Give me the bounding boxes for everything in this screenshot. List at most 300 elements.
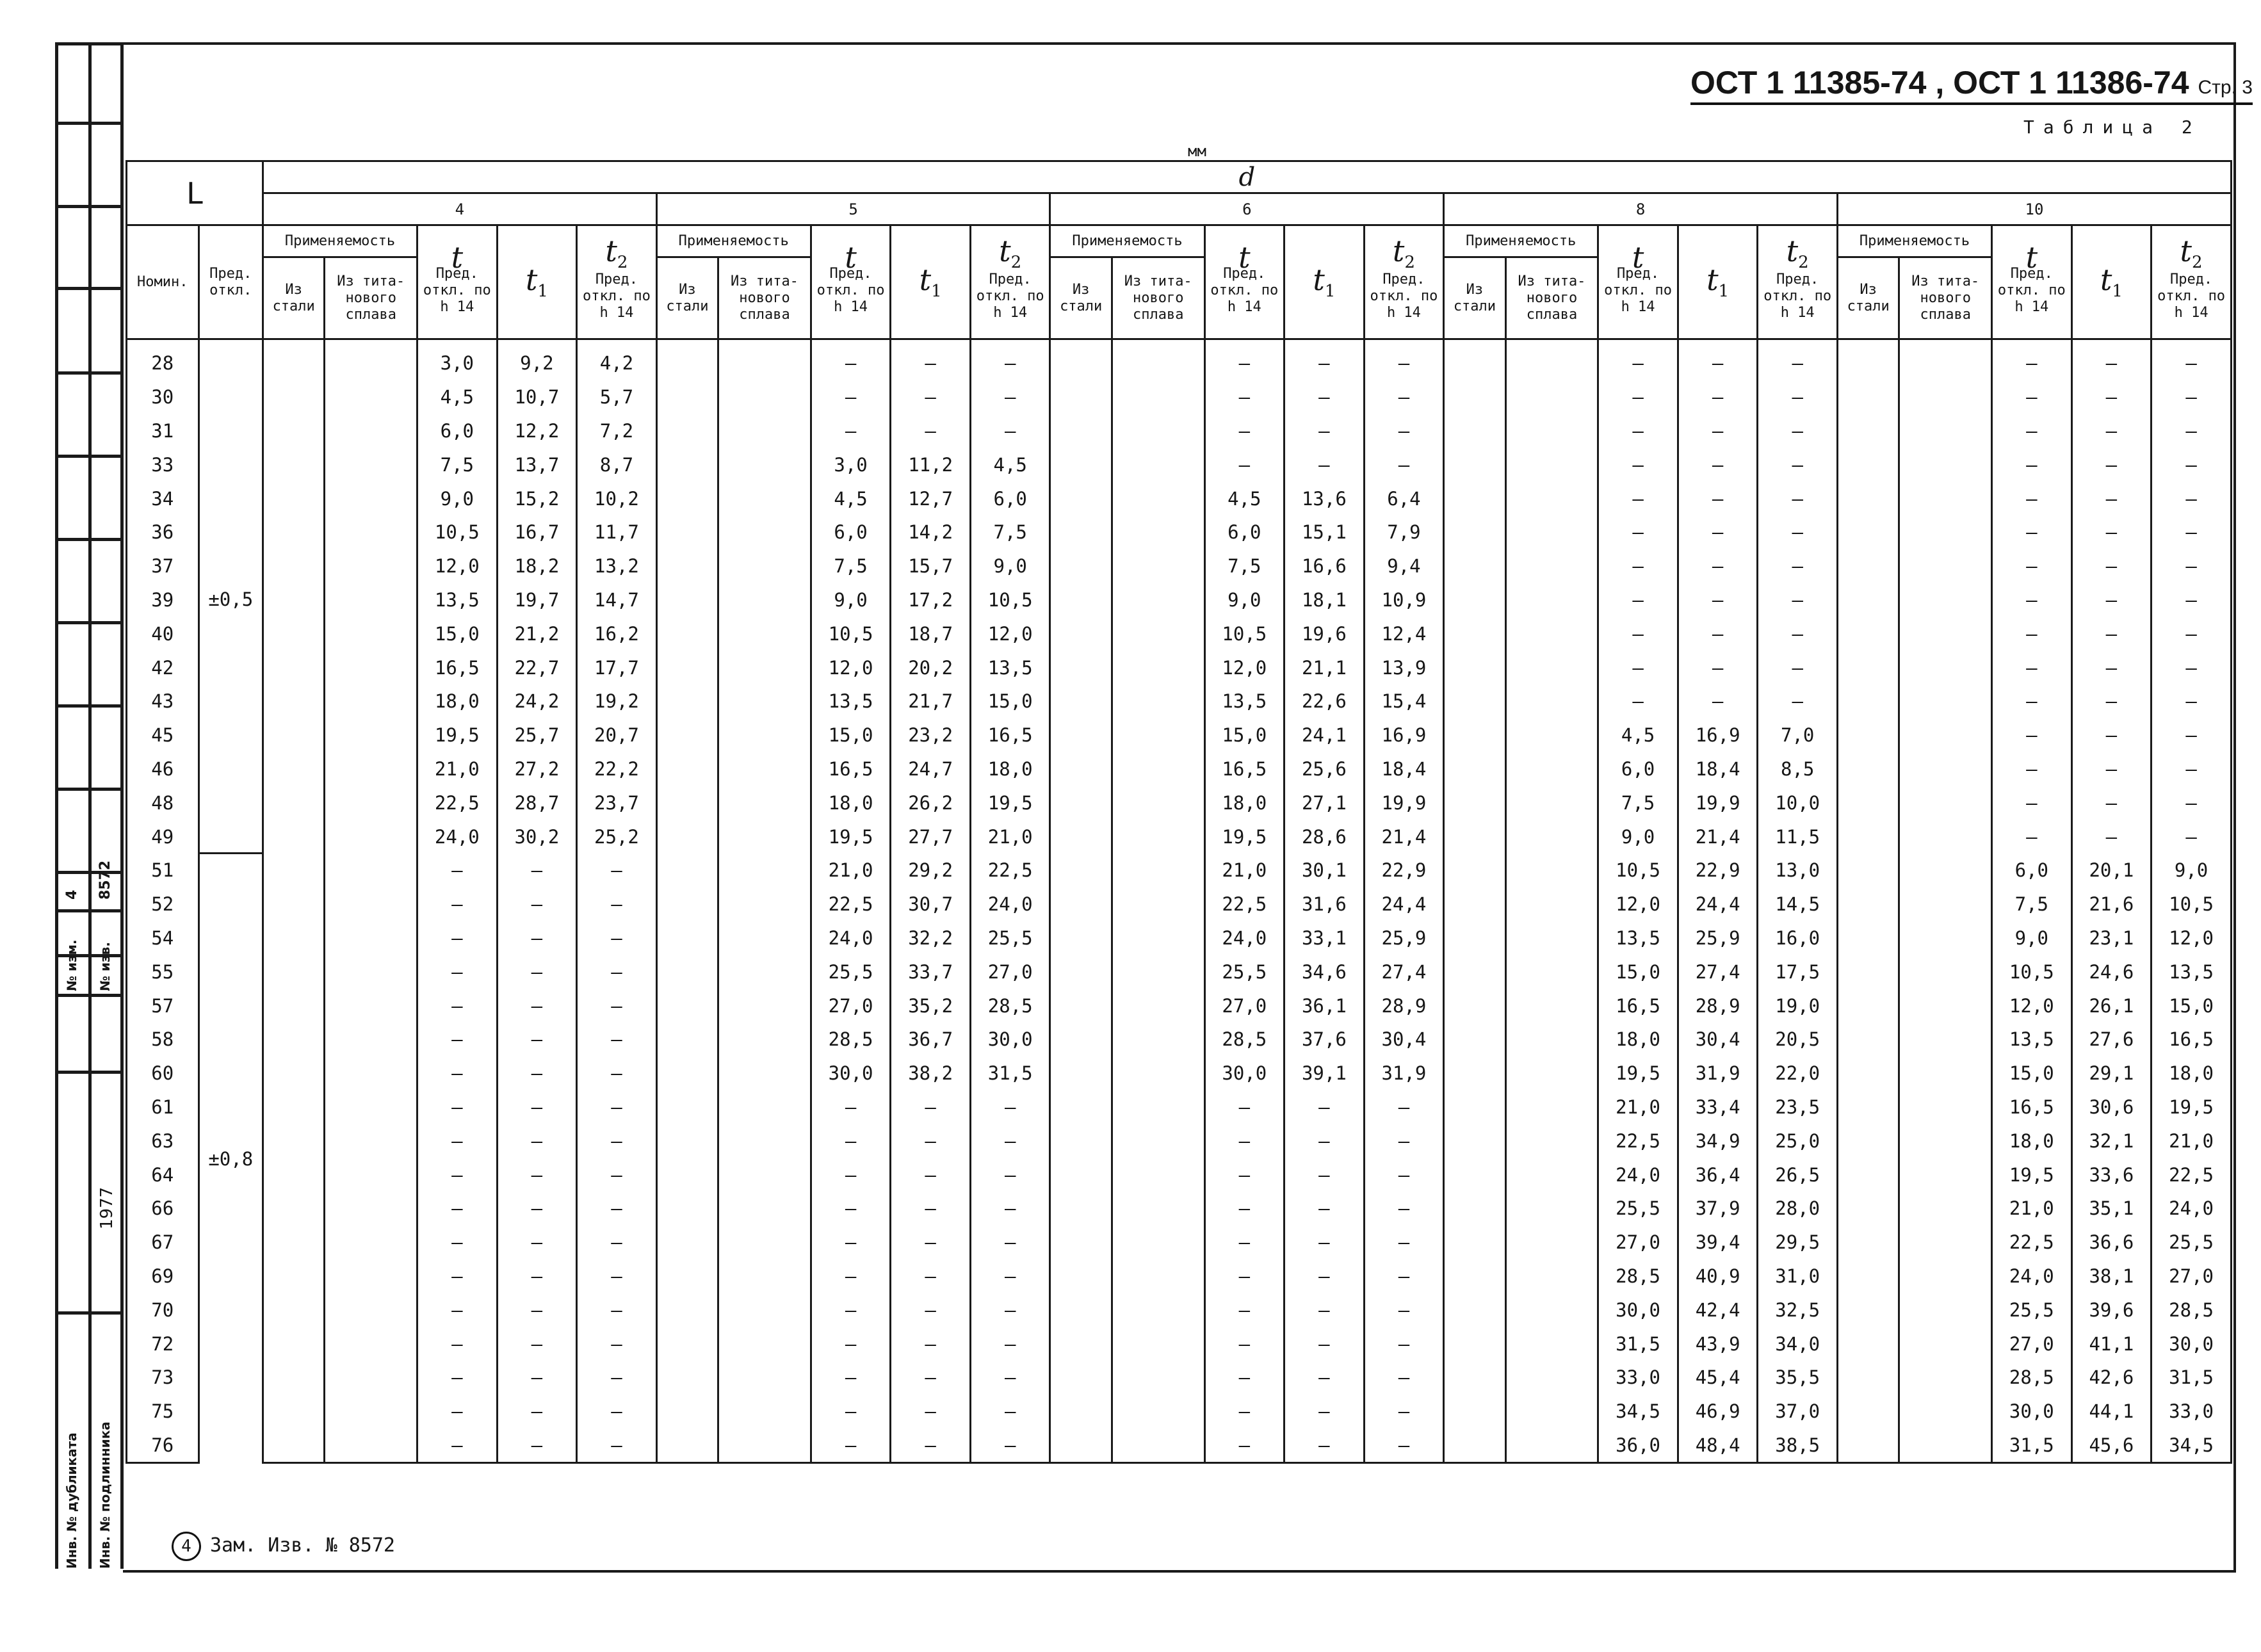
cell-t2: – bbox=[2152, 752, 2232, 786]
cell-titanium bbox=[325, 651, 417, 684]
cell-t: 30,0 bbox=[1204, 1057, 1284, 1090]
cell-t: 25,5 bbox=[1204, 955, 1284, 989]
cell-steel bbox=[656, 1124, 718, 1158]
cell-t1: 48,4 bbox=[1678, 1429, 1758, 1463]
cell-t: 6,0 bbox=[1204, 515, 1284, 549]
cell-length: 28 bbox=[127, 339, 199, 380]
cell-titanium bbox=[718, 887, 811, 921]
cell-t2: – bbox=[970, 1361, 1050, 1395]
cell-steel bbox=[1837, 1395, 1899, 1429]
cell-titanium bbox=[325, 1226, 417, 1259]
cell-t2: – bbox=[2152, 380, 2232, 414]
cell-t: – bbox=[417, 1158, 498, 1192]
cell-t2: 22,9 bbox=[1364, 854, 1444, 887]
cell-t2: 26,5 bbox=[1758, 1158, 1838, 1192]
table-row bbox=[127, 1327, 2232, 1361]
cell-titanium bbox=[718, 718, 811, 752]
col-t-symbol: t bbox=[451, 239, 464, 275]
col-iz-stali: Из стали bbox=[1050, 257, 1112, 339]
cell-t1: – bbox=[2071, 651, 2152, 684]
cell-steel bbox=[1837, 549, 1899, 583]
cell-t: – bbox=[417, 1395, 498, 1429]
cell-t2: – bbox=[577, 1192, 657, 1226]
cell-t1: – bbox=[1284, 448, 1365, 482]
cell-t1: 27,1 bbox=[1284, 786, 1365, 820]
cell-t2: 19,2 bbox=[577, 684, 657, 718]
table-row bbox=[127, 1090, 2232, 1124]
cell-t1: – bbox=[497, 921, 577, 955]
cell-steel bbox=[1050, 482, 1112, 515]
cell-titanium bbox=[1899, 414, 1992, 448]
cell-t1: 42,6 bbox=[2071, 1361, 2152, 1395]
cell-steel bbox=[263, 617, 324, 651]
cell-t2: 25,5 bbox=[970, 921, 1050, 955]
cell-steel bbox=[656, 1327, 718, 1361]
cell-steel bbox=[263, 1327, 324, 1361]
table-row bbox=[127, 1192, 2232, 1226]
cell-steel bbox=[656, 1429, 718, 1463]
cell-t: – bbox=[1598, 515, 1678, 549]
cell-steel bbox=[656, 752, 718, 786]
cell-titanium bbox=[1112, 482, 1204, 515]
col-iz-titana: Из тита- нового сплава bbox=[1112, 257, 1204, 339]
cell-steel bbox=[656, 515, 718, 549]
cell-t: – bbox=[1992, 549, 2072, 583]
cell-t1: 20,2 bbox=[891, 651, 971, 684]
cell-steel bbox=[1050, 1090, 1112, 1124]
cell-steel bbox=[1050, 854, 1112, 887]
cell-titanium bbox=[1112, 515, 1204, 549]
cell-t: 28,5 bbox=[1204, 1023, 1284, 1057]
cell-t1: 43,9 bbox=[1678, 1327, 1758, 1361]
cell-t2: – bbox=[970, 380, 1050, 414]
cell-t1: 23,1 bbox=[2071, 921, 2152, 955]
cell-t2: – bbox=[1758, 380, 1838, 414]
cell-steel bbox=[1050, 549, 1112, 583]
cell-steel bbox=[1444, 549, 1505, 583]
cell-titanium bbox=[325, 549, 417, 583]
cell-titanium bbox=[1899, 921, 1992, 955]
table-row bbox=[127, 820, 2232, 854]
cell-t2: 10,2 bbox=[577, 482, 657, 515]
cell-t1: – bbox=[497, 1395, 577, 1429]
cell-t: 15,0 bbox=[1992, 1057, 2072, 1090]
cell-t: 30,0 bbox=[1992, 1395, 2072, 1429]
cell-titanium bbox=[325, 583, 417, 617]
cell-t2: – bbox=[577, 1293, 657, 1327]
cell-t: 21,0 bbox=[1992, 1192, 2072, 1226]
cell-t: – bbox=[1992, 752, 2072, 786]
cell-t1: 16,7 bbox=[497, 515, 577, 549]
cell-t: – bbox=[417, 955, 498, 989]
cell-steel bbox=[1444, 752, 1505, 786]
cell-titanium bbox=[1899, 515, 1992, 549]
cell-steel bbox=[656, 583, 718, 617]
cell-t: – bbox=[417, 1361, 498, 1395]
col-t1-symbol: t bbox=[525, 263, 538, 298]
cell-t1: 32,2 bbox=[891, 921, 971, 955]
cell-steel bbox=[1837, 1192, 1899, 1226]
cell-t2: 6,4 bbox=[1364, 482, 1444, 515]
cell-titanium bbox=[718, 684, 811, 718]
cell-t: 30,0 bbox=[1598, 1293, 1678, 1327]
cell-t2: 25,0 bbox=[1758, 1124, 1838, 1158]
cell-t1: – bbox=[891, 1429, 971, 1463]
cell-titanium bbox=[1899, 651, 1992, 684]
cell-t2: – bbox=[1364, 1293, 1444, 1327]
cell-titanium bbox=[1899, 955, 1992, 989]
cell-t: 33,0 bbox=[1598, 1361, 1678, 1395]
col-t2-tolerance: Пред. откл. по h 14 bbox=[2157, 271, 2226, 321]
cell-t2: 15,0 bbox=[2152, 989, 2232, 1023]
cell-t1: – bbox=[891, 1090, 971, 1124]
cell-t: – bbox=[1992, 339, 2072, 380]
cell-titanium bbox=[718, 955, 811, 989]
cell-t1: 19,6 bbox=[1284, 617, 1365, 651]
cell-titanium bbox=[1505, 651, 1598, 684]
cell-t2: – bbox=[1758, 549, 1838, 583]
table-row bbox=[127, 583, 2232, 617]
cell-titanium bbox=[325, 1158, 417, 1192]
cell-t2: 10,5 bbox=[970, 583, 1050, 617]
cell-titanium bbox=[1112, 1395, 1204, 1429]
cell-t1: 30,1 bbox=[1284, 854, 1365, 887]
cell-steel bbox=[1050, 820, 1112, 854]
cell-t: – bbox=[1204, 380, 1284, 414]
cell-t: – bbox=[1204, 1192, 1284, 1226]
cell-t: 9,0 bbox=[1992, 921, 2072, 955]
cell-steel bbox=[263, 1090, 324, 1124]
cell-titanium bbox=[1112, 651, 1204, 684]
cell-t: – bbox=[811, 414, 891, 448]
cell-titanium bbox=[718, 752, 811, 786]
col-nomin: Номин. bbox=[127, 225, 199, 339]
stamp-line bbox=[55, 205, 123, 208]
cell-t1: 32,1 bbox=[2071, 1124, 2152, 1158]
table-row bbox=[127, 482, 2232, 515]
cell-t1: – bbox=[497, 1158, 577, 1192]
cell-length: 45 bbox=[127, 718, 199, 752]
cell-t: 4,5 bbox=[811, 482, 891, 515]
cell-titanium bbox=[325, 820, 417, 854]
cell-steel bbox=[1050, 955, 1112, 989]
stamp-label-notice: № изв. bbox=[97, 942, 113, 991]
cell-t1: 22,6 bbox=[1284, 684, 1365, 718]
cell-steel bbox=[656, 414, 718, 448]
cell-t: – bbox=[417, 1293, 498, 1327]
cell-t: 4,5 bbox=[1598, 718, 1678, 752]
cell-t2: – bbox=[577, 1090, 657, 1124]
cell-t2: 30,0 bbox=[2152, 1327, 2232, 1361]
cell-t2: – bbox=[577, 1259, 657, 1293]
table-row bbox=[127, 339, 2232, 380]
cell-t: – bbox=[1992, 515, 2072, 549]
cell-steel bbox=[1050, 448, 1112, 482]
cell-t2: 28,9 bbox=[1364, 989, 1444, 1023]
cell-titanium bbox=[1505, 1057, 1598, 1090]
cell-t1: 30,2 bbox=[497, 820, 577, 854]
cell-t1: 25,6 bbox=[1284, 752, 1365, 786]
cell-t2: – bbox=[970, 1429, 1050, 1463]
cell-t: 3,0 bbox=[417, 339, 498, 380]
cell-t: 30,0 bbox=[811, 1057, 891, 1090]
cell-t1: 34,9 bbox=[1678, 1124, 1758, 1158]
cell-t: 34,5 bbox=[1598, 1395, 1678, 1429]
cell-t1: 18,7 bbox=[891, 617, 971, 651]
cell-steel bbox=[263, 448, 324, 482]
cell-titanium bbox=[1112, 1192, 1204, 1226]
cell-t2: 10,0 bbox=[1758, 786, 1838, 820]
cell-titanium bbox=[1899, 752, 1992, 786]
cell-steel bbox=[656, 651, 718, 684]
cell-steel bbox=[1444, 448, 1505, 482]
cell-t2: – bbox=[1758, 684, 1838, 718]
cell-steel bbox=[1050, 752, 1112, 786]
col-t-tolerance: Пред. откл. по h 14 bbox=[1997, 265, 2066, 315]
table-row bbox=[127, 1429, 2232, 1463]
cell-steel bbox=[1444, 887, 1505, 921]
cell-steel bbox=[1837, 617, 1899, 651]
cell-steel bbox=[263, 887, 324, 921]
cell-titanium bbox=[1899, 339, 1992, 380]
table-label: Таблица 2 bbox=[2023, 117, 2201, 138]
cell-t1: 28,6 bbox=[1284, 820, 1365, 854]
cell-t: 19,5 bbox=[811, 820, 891, 854]
table-row bbox=[127, 1057, 2232, 1090]
cell-t: 24,0 bbox=[1598, 1158, 1678, 1192]
cell-t1: 16,9 bbox=[1678, 718, 1758, 752]
cell-t1: 21,4 bbox=[1678, 820, 1758, 854]
cell-t1: – bbox=[497, 1226, 577, 1259]
cell-t1: – bbox=[1284, 1124, 1365, 1158]
cell-titanium bbox=[718, 1327, 811, 1361]
cell-t1: 21,7 bbox=[891, 684, 971, 718]
cell-t2: 9,4 bbox=[1364, 549, 1444, 583]
d-value-4: 4 bbox=[263, 193, 656, 225]
cell-t2: 11,5 bbox=[1758, 820, 1838, 854]
cell-t1: – bbox=[1678, 651, 1758, 684]
cell-t1: – bbox=[2071, 448, 2152, 482]
cell-t: 19,5 bbox=[1598, 1057, 1678, 1090]
cell-t2: – bbox=[970, 1226, 1050, 1259]
cell-t: 13,5 bbox=[1992, 1023, 2072, 1057]
cell-t: – bbox=[811, 1226, 891, 1259]
cell-t: – bbox=[1992, 583, 2072, 617]
cell-steel bbox=[1444, 1361, 1505, 1395]
cell-steel bbox=[263, 651, 324, 684]
cell-t2: – bbox=[970, 1395, 1050, 1429]
cell-titanium bbox=[718, 1090, 811, 1124]
col-t1-sub: 1 bbox=[1718, 282, 1730, 302]
cell-steel bbox=[263, 752, 324, 786]
col-t1-sub: 1 bbox=[2112, 282, 2123, 302]
cell-titanium bbox=[1112, 684, 1204, 718]
cell-t2: 31,5 bbox=[2152, 1361, 2232, 1395]
cell-t: 10,5 bbox=[1204, 617, 1284, 651]
cell-t1: 38,1 bbox=[2071, 1259, 2152, 1293]
cell-steel bbox=[263, 1361, 324, 1395]
cell-t1: 22,7 bbox=[497, 651, 577, 684]
cell-t: 6,0 bbox=[1992, 854, 2072, 887]
cell-titanium bbox=[1505, 339, 1598, 380]
cell-titanium bbox=[1899, 1293, 1992, 1327]
stamp-line bbox=[55, 122, 123, 125]
cell-steel bbox=[263, 583, 324, 617]
col-t2-tolerance: Пред. откл. по h 14 bbox=[976, 271, 1044, 321]
cell-t2: – bbox=[2152, 549, 2232, 583]
cell-steel bbox=[1837, 651, 1899, 684]
cell-titanium bbox=[325, 1293, 417, 1327]
cell-t: 10,5 bbox=[1598, 854, 1678, 887]
cell-t2: – bbox=[577, 955, 657, 989]
cell-steel bbox=[656, 1057, 718, 1090]
cell-t: 24,0 bbox=[1992, 1259, 2072, 1293]
cell-steel bbox=[263, 380, 324, 414]
cell-steel bbox=[1444, 414, 1505, 448]
cell-t1: 33,6 bbox=[2071, 1158, 2152, 1192]
cell-length: 39 bbox=[127, 583, 199, 617]
cell-t2: – bbox=[1758, 617, 1838, 651]
cell-titanium bbox=[718, 1057, 811, 1090]
cell-titanium bbox=[718, 339, 811, 380]
cell-titanium bbox=[1112, 718, 1204, 752]
cell-t1: – bbox=[891, 1158, 971, 1192]
cell-titanium bbox=[1899, 786, 1992, 820]
page-number: Стр. 3 bbox=[2198, 77, 2253, 98]
cell-t: 10,5 bbox=[1992, 955, 2072, 989]
cell-t2: 17,7 bbox=[577, 651, 657, 684]
cell-t: – bbox=[1992, 414, 2072, 448]
cell-steel bbox=[1837, 414, 1899, 448]
cell-t2: 17,5 bbox=[1758, 955, 1838, 989]
cell-titanium bbox=[1505, 448, 1598, 482]
stamp-label-dup: Инв. № дубликата bbox=[64, 1432, 79, 1569]
cell-t2: 19,5 bbox=[970, 786, 1050, 820]
cell-t: – bbox=[1992, 380, 2072, 414]
cell-t1: – bbox=[497, 1023, 577, 1057]
cell-t1: – bbox=[497, 1429, 577, 1463]
cell-steel bbox=[1050, 718, 1112, 752]
cell-t2: 15,4 bbox=[1364, 684, 1444, 718]
d-value-6: 6 bbox=[1050, 193, 1444, 225]
cell-titanium bbox=[718, 549, 811, 583]
cell-t: 10,5 bbox=[417, 515, 498, 549]
cell-t1: – bbox=[2071, 786, 2152, 820]
cell-titanium bbox=[1505, 1429, 1598, 1463]
cell-t1: – bbox=[1284, 1259, 1365, 1293]
cell-t: – bbox=[1204, 414, 1284, 448]
cell-titanium bbox=[1899, 718, 1992, 752]
cell-t2: 18,0 bbox=[970, 752, 1050, 786]
cell-t: – bbox=[1204, 448, 1284, 482]
cell-titanium bbox=[718, 1259, 811, 1293]
cell-steel bbox=[1837, 921, 1899, 955]
cell-steel bbox=[1837, 482, 1899, 515]
cell-titanium bbox=[718, 1293, 811, 1327]
cell-t2: 30,4 bbox=[1364, 1023, 1444, 1057]
cell-t2: 28,0 bbox=[1758, 1192, 1838, 1226]
cell-steel bbox=[1444, 515, 1505, 549]
cell-titanium bbox=[325, 1124, 417, 1158]
cell-t: – bbox=[811, 339, 891, 380]
cell-titanium bbox=[718, 482, 811, 515]
cell-titanium bbox=[718, 515, 811, 549]
cell-t2: 34,5 bbox=[2152, 1429, 2232, 1463]
cell-t1: – bbox=[1284, 1158, 1365, 1192]
cell-t: – bbox=[811, 1090, 891, 1124]
table-row bbox=[127, 651, 2232, 684]
cell-steel bbox=[1050, 1124, 1112, 1158]
cell-t1: – bbox=[497, 989, 577, 1023]
cell-t1: – bbox=[1284, 1327, 1365, 1361]
cell-t2: 18,0 bbox=[2152, 1057, 2232, 1090]
cell-t1: – bbox=[1678, 414, 1758, 448]
cell-t: 24,0 bbox=[811, 921, 891, 955]
cell-t: 36,0 bbox=[1598, 1429, 1678, 1463]
cell-t: – bbox=[417, 1090, 498, 1124]
cell-t1: 39,6 bbox=[2071, 1293, 2152, 1327]
cell-t1: – bbox=[1678, 583, 1758, 617]
cell-titanium bbox=[1505, 1090, 1598, 1124]
cell-t2: 5,7 bbox=[577, 380, 657, 414]
cell-t1: 45,4 bbox=[1678, 1361, 1758, 1395]
cell-t2: 18,4 bbox=[1364, 752, 1444, 786]
cell-t2: 13,2 bbox=[577, 549, 657, 583]
cell-t1: – bbox=[1284, 1226, 1365, 1259]
cell-titanium bbox=[325, 515, 417, 549]
cell-t: – bbox=[1992, 718, 2072, 752]
cell-titanium bbox=[1505, 1158, 1598, 1192]
cell-t2: 24,0 bbox=[2152, 1192, 2232, 1226]
cell-t: 12,0 bbox=[811, 651, 891, 684]
cell-t: 13,5 bbox=[1598, 921, 1678, 955]
cell-steel bbox=[1837, 1057, 1899, 1090]
cell-t2: 25,9 bbox=[1364, 921, 1444, 955]
cell-steel bbox=[263, 339, 324, 380]
cell-t1: – bbox=[497, 1090, 577, 1124]
cell-steel bbox=[1050, 339, 1112, 380]
cell-t1: – bbox=[497, 1124, 577, 1158]
col-t2-tolerance: Пред. откл. по h 14 bbox=[582, 271, 651, 321]
cell-titanium bbox=[718, 989, 811, 1023]
cell-steel bbox=[1837, 515, 1899, 549]
cell-t1: 21,2 bbox=[497, 617, 577, 651]
cell-t1: 39,1 bbox=[1284, 1057, 1365, 1090]
col-t2-sub: 2 bbox=[617, 253, 628, 273]
cell-steel bbox=[1050, 1259, 1112, 1293]
cell-t1: – bbox=[2071, 820, 2152, 854]
table-row bbox=[127, 921, 2232, 955]
cell-t2: 30,0 bbox=[970, 1023, 1050, 1057]
cell-t1: – bbox=[2071, 515, 2152, 549]
cell-t: 7,5 bbox=[811, 549, 891, 583]
cell-t: – bbox=[1992, 651, 2072, 684]
cell-t1: 45,6 bbox=[2071, 1429, 2152, 1463]
cell-steel bbox=[263, 1057, 324, 1090]
cell-t1: – bbox=[1678, 549, 1758, 583]
cell-length: 37 bbox=[127, 549, 199, 583]
cell-t: 28,5 bbox=[1598, 1259, 1678, 1293]
cell-titanium bbox=[718, 1192, 811, 1226]
cell-t1: 28,9 bbox=[1678, 989, 1758, 1023]
cell-titanium bbox=[1112, 617, 1204, 651]
cell-t: – bbox=[811, 1259, 891, 1293]
cell-length: 76 bbox=[127, 1429, 199, 1463]
cell-t2: 21,0 bbox=[2152, 1124, 2232, 1158]
cell-titanium bbox=[1505, 752, 1598, 786]
cell-steel bbox=[656, 786, 718, 820]
cell-t: – bbox=[1204, 1226, 1284, 1259]
